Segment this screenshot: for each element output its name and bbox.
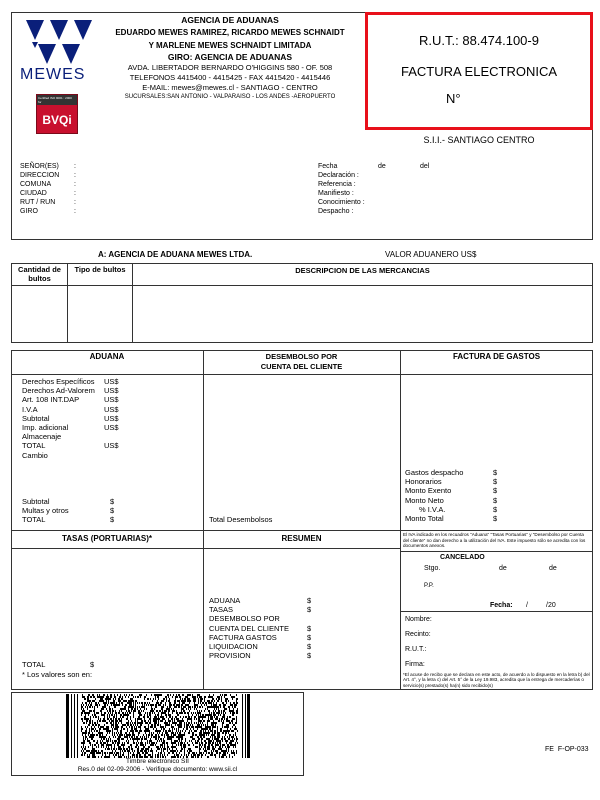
agency-header <box>95 15 365 102</box>
client-field: Declaración : <box>318 172 359 179</box>
item-label: TOTAL <box>22 441 46 451</box>
aduana-total-item <box>22 515 114 524</box>
barcode-icon <box>66 694 250 758</box>
fecha-divider <box>400 611 593 612</box>
item-currency: US$ <box>104 441 119 451</box>
goods-col-type: Tipo de bultos <box>74 265 126 274</box>
resumen-item <box>209 605 311 614</box>
goods-header-divider <box>11 285 593 286</box>
branches-line: SUCURSALES:SAN ANTONIO - VALPARAISO - LOS ANDES -AEROPUERTO <box>124 94 336 100</box>
item-label: Art. 108 INT.DAP <box>22 395 80 405</box>
item-currency: $ <box>307 632 312 642</box>
charges-divider <box>203 350 204 690</box>
item-label: Derechos Específicos <box>22 377 95 386</box>
address-line: AVDA. LIBERTADOR BERNARDO O'HIGGINS 580 - OF. 508 <box>127 63 333 72</box>
fecha-line <box>490 602 556 609</box>
aduana-item <box>22 386 119 395</box>
resumen-item <box>209 642 311 651</box>
item-label: Derechos Ad-Valorem <box>22 386 95 396</box>
item-currency: $ <box>110 506 115 516</box>
aduana-total-item <box>22 506 114 515</box>
item-currency: $ <box>493 495 498 505</box>
item-label: I.V.A <box>22 404 38 414</box>
fecha-sep: / <box>526 602 528 609</box>
invoice-title: FACTURA ELECTRONICA <box>400 64 558 79</box>
stgo-de: de <box>549 565 557 572</box>
goods-col-qty: Cantidad de bultos <box>18 265 61 283</box>
goods-col-divider <box>67 263 68 343</box>
item-label: DESEMBOLSO POR <box>209 614 280 624</box>
cancelado-label: CANCELADO <box>440 554 485 561</box>
iva-note-divider <box>400 551 593 552</box>
giro-line: GIRO: AGENCIA DE ADUANAS <box>167 52 293 62</box>
aduana-total-item <box>22 497 114 506</box>
field-label: RUT / RUN <box>20 199 56 206</box>
item-currency: $ <box>110 515 115 525</box>
field-label: Fecha <box>318 163 338 170</box>
item-currency: $ <box>307 596 312 605</box>
client-field: Despacho : <box>318 208 354 215</box>
desembolso-heading-line: DESEMBOLSO POR <box>265 352 338 361</box>
aduana-item <box>22 377 119 386</box>
resumen-heading: RESUMEN <box>281 534 322 543</box>
item-label: Monto Neto <box>405 495 444 505</box>
resumen-item <box>209 633 311 642</box>
tasas-note: * Los valores son en: <box>22 670 93 679</box>
gastos-item <box>405 477 497 486</box>
item-label: Gastos despacho <box>405 468 464 477</box>
item-currency: $ <box>493 468 498 477</box>
invoice-number-label: N° <box>446 91 461 106</box>
resumen-list <box>209 596 311 660</box>
owners-line2: Y MARLENE MEWES SCHNAIDT LIMITADA <box>148 41 312 50</box>
item-currency: $ <box>493 514 498 524</box>
item-label: Monto Exento <box>405 486 452 496</box>
item-label: TASAS <box>209 605 234 615</box>
stamp-line2: Res.0 del 02-09-2006 - Verifique documento: www.sii.cl <box>77 766 238 773</box>
pp-label: P.P. <box>424 583 434 589</box>
client-fields-right <box>318 162 429 216</box>
item-label: Almacenaje <box>22 432 62 442</box>
aduana-item <box>22 414 119 423</box>
field-label: COMUNA <box>20 181 52 188</box>
charges-header-divider <box>11 374 593 375</box>
gastos-heading: FACTURA DE GASTOS <box>452 352 541 361</box>
form-code: FE F-OP-033 <box>545 746 589 753</box>
resumen-item <box>209 624 311 633</box>
firma-label: Firma: <box>405 661 425 668</box>
item-label: PROVISION <box>209 651 251 661</box>
cert-badge <box>36 94 78 134</box>
pdf417-barcode <box>66 694 250 758</box>
aduana-item <box>22 432 119 441</box>
item-currency: US$ <box>104 413 119 423</box>
recinto-label: Recinto: <box>405 631 431 638</box>
sii-office: S.I.I.- SANTIAGO CENTRO <box>423 135 535 145</box>
item-label: % I.V.A. <box>419 504 446 514</box>
invoice-box <box>365 12 593 130</box>
email-line: E-MAIL: mewes@mewes.cl - SANTIAGO - CENTRO <box>142 83 318 92</box>
item-label: TOTAL <box>22 515 46 525</box>
gastos-item <box>405 505 497 514</box>
item-currency: $ <box>110 497 115 506</box>
gastos-item <box>405 486 497 495</box>
aduana-item <box>22 441 119 450</box>
field-label: DIRECCION <box>20 172 60 179</box>
owners-line1: EDUARDO MEWES RAMIREZ, RICARDO MEWES SCHNAIDT <box>115 28 345 37</box>
aduana-list <box>22 377 119 460</box>
item-label: FACTURA GASTOS <box>209 632 277 642</box>
stgo-label: Stgo. <box>424 565 441 572</box>
item-currency: $ <box>307 623 312 633</box>
item-currency: $ <box>307 642 312 652</box>
gastos-list <box>405 468 497 523</box>
item-label: Cambio <box>22 450 48 460</box>
item-currency: $ <box>493 504 498 514</box>
goods-col-desc: DESCRIPCION DE LAS MERCANCIAS <box>295 266 430 275</box>
item-currency: US$ <box>104 377 119 386</box>
nombre-label: Nombre: <box>405 616 432 623</box>
client-fields-left <box>20 162 76 216</box>
item-label: Subtotal <box>22 413 50 423</box>
desembolso-heading-line: CUENTA DEL CLIENTE <box>260 362 343 371</box>
item-label: LIQUIDACION <box>209 642 258 652</box>
legal-note: *El acuse de recibo que se declara en este acto, de acuerdo a lo dispuesto en la letra b) del Art. 4°, y la letra c) del Art. 5° de la Ley 19.983, acredita que la entrega de mercaderías o servicio(s) prestado(s) ha(n) sido recibido(s) <box>403 672 590 688</box>
goods-table <box>11 263 593 343</box>
gastos-item <box>405 468 497 477</box>
item-label: Monto Total <box>405 514 444 524</box>
item-currency: $ <box>493 486 498 496</box>
client-field: Referencia : <box>318 181 356 188</box>
item-label: CUENTA DEL CLIENTE <box>209 623 290 633</box>
tasas-total-label: TOTAL <box>22 660 46 669</box>
resumen-item <box>209 596 311 605</box>
field-label: SEÑOR(ES) <box>20 163 59 170</box>
client-field: COMUNA : <box>20 181 76 188</box>
stgo-line <box>424 565 557 572</box>
fecha-year: /20 <box>546 602 556 609</box>
item-label: Multas y otros <box>22 506 69 516</box>
item-currency: $ <box>307 651 312 661</box>
rut-label: R.U.T.: <box>405 646 427 653</box>
customs-value: VALOR ADUANERO US$ <box>385 250 477 259</box>
field-label: GIRO <box>20 208 38 215</box>
goods-col-divider <box>132 263 133 343</box>
stgo-de: de <box>499 565 507 572</box>
client-field: GIRO : <box>20 208 76 215</box>
client-field: Manifiesto : <box>318 190 354 197</box>
field-label: CIUDAD <box>20 190 47 197</box>
client-field: DIRECCION : <box>20 172 76 179</box>
aduana-item <box>22 423 119 432</box>
date-del: del <box>420 163 430 170</box>
charges-section-divider <box>11 530 593 531</box>
iva-note: El IVA indicado en los recuadros "Aduana" "Tasas Portuarias" y "Desembolso por Cuenta del cliente" no dan derecho a la utilización del IVA. Este impuesto sólo se acredita con los documentos anexos. <box>403 532 586 549</box>
item-currency: US$ <box>104 404 119 414</box>
desembolso-total: Total Desembolsos <box>209 515 273 524</box>
tasas-heading: TASAS (PORTUARIAS)* <box>61 534 153 543</box>
item-currency: US$ <box>104 423 119 433</box>
gastos-item <box>405 496 497 505</box>
resumen-item <box>209 651 311 660</box>
cert-text: Certified ISO 9001 : 2000 for <box>37 95 77 105</box>
gastos-item <box>405 514 497 523</box>
item-currency: US$ <box>104 395 119 405</box>
item-currency: $ <box>493 477 498 487</box>
item-currency: $ <box>307 605 312 615</box>
client-field: CIUDAD : <box>20 190 76 197</box>
agency-title: AGENCIA DE ADUANAS <box>181 15 279 25</box>
date-field <box>318 162 429 171</box>
logo-text: MEWES <box>20 66 86 83</box>
tasas-total <box>22 660 94 669</box>
client-field: RUT / RUN : <box>20 199 76 206</box>
item-label: Honorarios <box>405 477 442 487</box>
aduana-totals <box>22 497 114 525</box>
aduana-heading: ADUANA <box>89 352 125 361</box>
phones-line: TELEFONOS 4415400 - 4415425 - FAX 4415420 - 4415446 <box>129 73 331 82</box>
date-de: de <box>378 163 386 170</box>
cert-logo: BVQi <box>42 113 72 127</box>
item-label: Imp. adicional <box>22 423 69 433</box>
stamp-line1: Timbre electrónico SII <box>126 758 189 765</box>
resumen-item <box>209 614 311 623</box>
client-field: Conocimiento : <box>318 199 365 206</box>
fecha-label: Fecha: <box>490 602 513 609</box>
desembolso-heading <box>203 352 400 372</box>
charges-divider <box>400 350 401 690</box>
invoice-rut: R.U.T.: 88.474.100-9 <box>419 33 539 48</box>
aduana-item <box>22 395 119 404</box>
item-label: Subtotal <box>22 497 50 506</box>
destination: A: AGENCIA DE ADUANA MEWES LTDA. <box>98 250 253 259</box>
charges-subheader-divider <box>11 548 400 549</box>
aduana-item <box>22 405 119 414</box>
item-currency: US$ <box>104 386 119 396</box>
item-label: ADUANA <box>209 596 241 605</box>
tasas-total-currency: $ <box>90 660 95 669</box>
client-field: SEÑOR(ES) : <box>20 163 76 170</box>
aduana-item <box>22 451 119 460</box>
